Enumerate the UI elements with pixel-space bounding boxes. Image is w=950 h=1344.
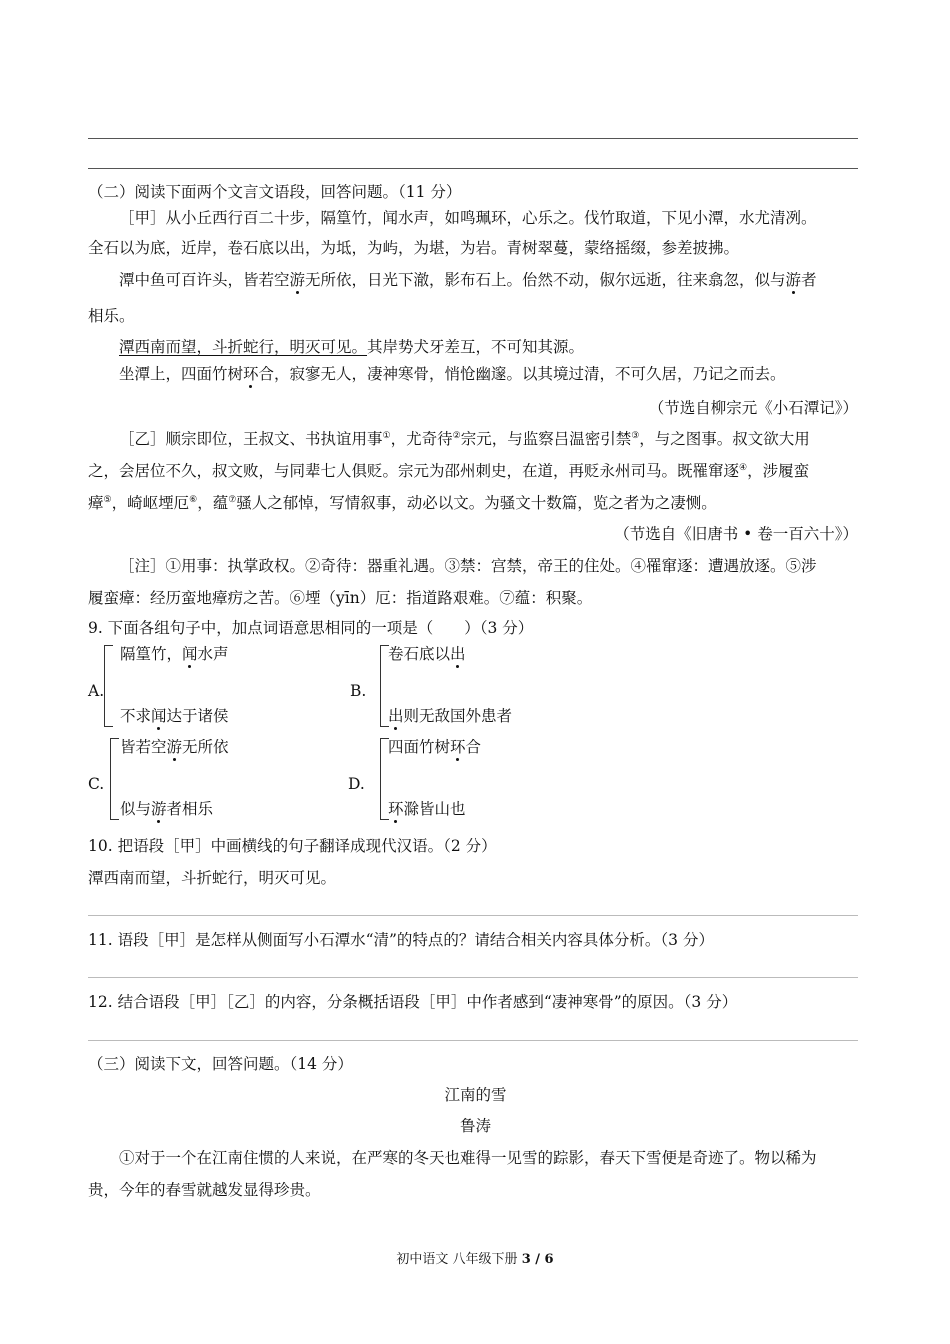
- jia-paragraph-line: 潭中鱼可百许头，皆若空游无所依，日光下澈，影布石上。佁然不动，俶尔远逝，往来翕忽，似与游者: [119, 271, 817, 289]
- jia-paragraph-line: 坐潭上，四面竹树环合，寂寥无人，凄神寒骨，悄怆幽邃。以其境过清，不可久居，乃记之而去。: [119, 365, 786, 383]
- answer-line[interactable]: [88, 1040, 858, 1041]
- section-heading: （三）阅读下文，回答问题。（14 分）: [88, 1055, 353, 1073]
- dotted-word: 游: [151, 800, 167, 818]
- option-a-sentence-2: 不求闻达于诸侯: [120, 707, 229, 725]
- source-note: （节选自《旧唐书 • 卷一百六十》）: [614, 525, 858, 543]
- dotted-word: 闻: [151, 707, 167, 725]
- dotted-word: 环: [450, 738, 466, 756]
- section-heading: （二）阅读下面两个文言文语段，回答问题。（11 分）: [88, 183, 462, 201]
- option-a-sentence-1: 隔篁竹，闻水声: [120, 645, 229, 663]
- jia-paragraph-line: 全石以为底，近岸，卷石底以出，为坻，为屿，为堪，为岩。青树翠蔓，蒙络摇缀，参差披拂。: [88, 239, 740, 257]
- jia-paragraph-line: 相乐。: [88, 307, 135, 325]
- dotted-word: 闻: [182, 645, 198, 663]
- question-10-stem: 10. 把语段［甲］中画横线的句子翻译成现代汉语。（2 分）: [88, 837, 497, 855]
- dotted-word: 游: [289, 271, 306, 289]
- source-note: （节选自柳宗元《小石潭记》）: [648, 399, 858, 417]
- option-brace: [110, 738, 119, 820]
- option-b-sentence-2: 出则无敌国外患者: [388, 707, 513, 725]
- dotted-word: 游: [166, 738, 183, 756]
- yi-paragraph-line: 之，会居位不久，叔文败，与同辈七人俱贬。宗元为邵州刺史，在道，再贬永州司马。既罹窜逐④，涉履蛮: [88, 462, 810, 480]
- option-d-sentence-1: 四面竹树环合: [388, 738, 482, 756]
- option-c-sentence-2: 似与游者相乐: [120, 800, 214, 818]
- annotation-line: 履蛮瘴：经历蛮地瘴疠之苦。⑥堙（yīn）厄：指道路艰难。⑦蕴：积聚。: [88, 589, 593, 607]
- answer-line: [88, 138, 858, 139]
- option-b-label: B.: [350, 682, 367, 700]
- underlined-sentence: 潭西南而望，斗折蛇行，明灭可见。: [119, 338, 368, 356]
- jia-paragraph-line: ［甲］从小丘西行百二十步，隔篁竹，闻水声，如鸣珮环，心乐之。伐竹取道，下见小潭，水尤清冽。: [119, 209, 817, 227]
- article-author: 鲁涛: [459, 1117, 491, 1135]
- article-paragraph-line: ①对于一个在江南住惯的人来说，在严寒的冬天也难得一见雪的踪影，春天下雪便是奇迹了。物以稀为: [119, 1149, 817, 1167]
- page-number: 3 / 6: [521, 1252, 554, 1267]
- page-footer: 初中语文 八年级下册 3 / 6: [396, 1252, 554, 1267]
- article-paragraph-line: 贵，今年的春雪就越发显得珍贵。: [88, 1181, 321, 1199]
- answer-line[interactable]: [88, 977, 858, 978]
- dotted-word: 出: [388, 707, 404, 725]
- annotation-line: ［注］①用事：执掌政权。②奇待：器重礼遇。③禁：宫禁，帝王的住处。④罹窜逐：遭遇放逐。⑤涉: [119, 557, 817, 575]
- dotted-word: 出: [450, 645, 466, 663]
- option-d-label: D.: [348, 775, 365, 793]
- answer-line: [88, 168, 858, 169]
- dotted-word: 环: [388, 800, 404, 818]
- article-title: 江南的雪: [444, 1086, 507, 1104]
- option-brace: [104, 645, 113, 727]
- question-9-stem: 9. 下面各组句子中，加点词语意思相同的一项是（ ）（3 分）: [88, 619, 534, 637]
- option-a-label: A.: [88, 682, 105, 700]
- dotted-word: 游: [785, 271, 802, 289]
- yi-paragraph-line: 瘴⑤，崎岖堙厄⑥，蕴⑦骚人之郁悼，写情叙事，动必以文。为骚文十数篇，览之者为之凄恻。: [88, 494, 717, 512]
- option-d-sentence-2: 环滁皆山也: [388, 800, 466, 818]
- option-c-label: C.: [88, 775, 105, 793]
- question-11-stem: 11. 语段［甲］是怎样从侧面写小石潭水“清”的特点的？请结合相关内容具体分析。（3 分）: [88, 931, 714, 949]
- option-b-sentence-1: 卷石底以出: [388, 645, 466, 663]
- option-c-sentence-1: 皆若空游无所依: [120, 738, 229, 756]
- dotted-word: 环: [243, 365, 259, 383]
- question-12-stem: 12. 结合语段［甲］［乙］的内容，分条概括语段［甲］中作者感到“凄神寒骨”的原因。（3 分）: [88, 993, 738, 1011]
- answer-line[interactable]: [88, 915, 858, 916]
- question-10-sentence: 潭西南而望，斗折蛇行，明灭可见。: [88, 869, 337, 887]
- yi-paragraph-line: ［乙］顺宗即位，王叔文、书执谊用事①，尤奇待②宗元，与监察吕温密引禁③，与之图事。叔文欲大用: [119, 430, 810, 448]
- jia-paragraph-line: 潭西南而望，斗折蛇行，明灭可见。其岸势犬牙差互，不可知其源。: [119, 338, 585, 356]
